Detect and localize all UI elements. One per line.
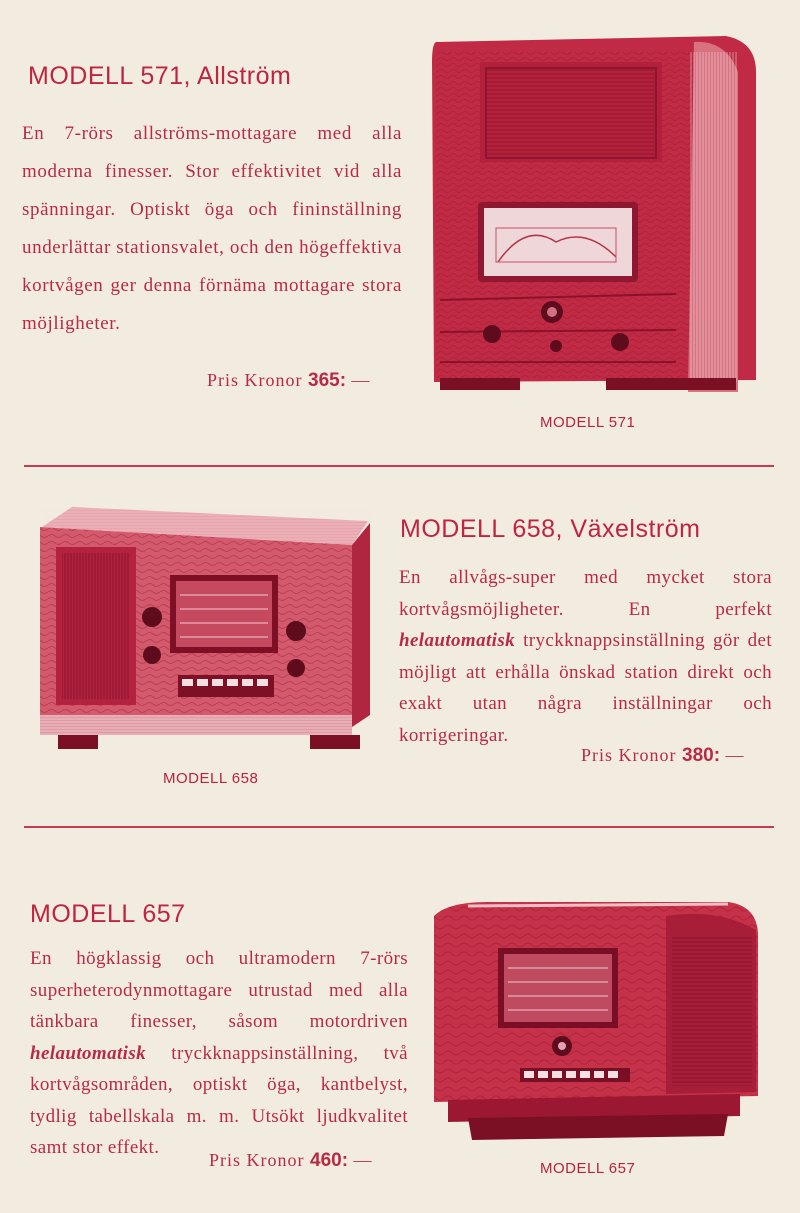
modell-571-radio-photo — [426, 32, 760, 396]
modell-657-description-text: En högklassig och ultramodern 7-rörs superheterodynmottagare utrustad med alla tänkbara finesser, såsom motordriven — [30, 948, 408, 1032]
price-dash: — — [725, 745, 745, 765]
price-dash: — — [351, 370, 371, 390]
modell-571-price — [207, 370, 371, 392]
modell-657-description — [30, 943, 408, 1164]
modell-658-description-text: En allvågs-super med mycket stora kortvågsmöjligheter. En perfekt — [399, 567, 772, 620]
price-value: 380: — [682, 745, 721, 766]
price-label: Pris Kronor — [581, 745, 677, 765]
modell-657-title: MODELL 657 — [30, 900, 186, 928]
modell-658-caption: MODELL 658 — [163, 770, 259, 787]
section-divider — [24, 826, 774, 828]
modell-571-description — [22, 115, 402, 343]
modell-571-title: MODELL 571, Allström — [28, 62, 292, 90]
section-divider — [24, 465, 774, 467]
modell-658-price — [581, 745, 745, 767]
price-value: 365: — [308, 370, 347, 391]
modell-571-description-text: En 7-rörs allströms-mottagare med alla moderna finesser. Stor effektivitet vid alla spänningar. Optiskt öga och fininställning underlättar stationsvalet, och den högeffektiva kortvågen ger denna förnäma mottagare stora möjligheter. — [22, 123, 402, 334]
price-dash: — — [353, 1150, 373, 1170]
modell-571-caption: MODELL 571 — [540, 414, 636, 431]
price-value: 460: — [310, 1150, 349, 1171]
price-label: Pris Kronor — [209, 1150, 305, 1170]
modell-657-emphasis: helautomatisk — [30, 1042, 147, 1064]
modell-658-title: MODELL 658, Växelström — [400, 515, 701, 543]
modell-657-radio-photo — [428, 896, 762, 1154]
modell-658-emphasis: helautomatisk — [399, 630, 516, 651]
modell-657-price — [209, 1150, 373, 1172]
modell-658-description — [399, 562, 772, 751]
price-label: Pris Kronor — [207, 370, 303, 390]
modell-658-description-text-2: tryckknappsinställning gör det möjligt att erhålla önskad station direkt och exakt utan några inställningar och korrigeringar. — [399, 630, 772, 746]
modell-657-caption: MODELL 657 — [540, 1160, 636, 1177]
modell-657-description-text-2: tryckknappsinställning, två kortvågsområden, optiskt öga, kantbelyst, tydlig tabellskala m. m. Utsökt ljudkvalitet samt stor effekt. — [30, 1042, 408, 1158]
modell-658-radio-photo — [34, 505, 372, 765]
